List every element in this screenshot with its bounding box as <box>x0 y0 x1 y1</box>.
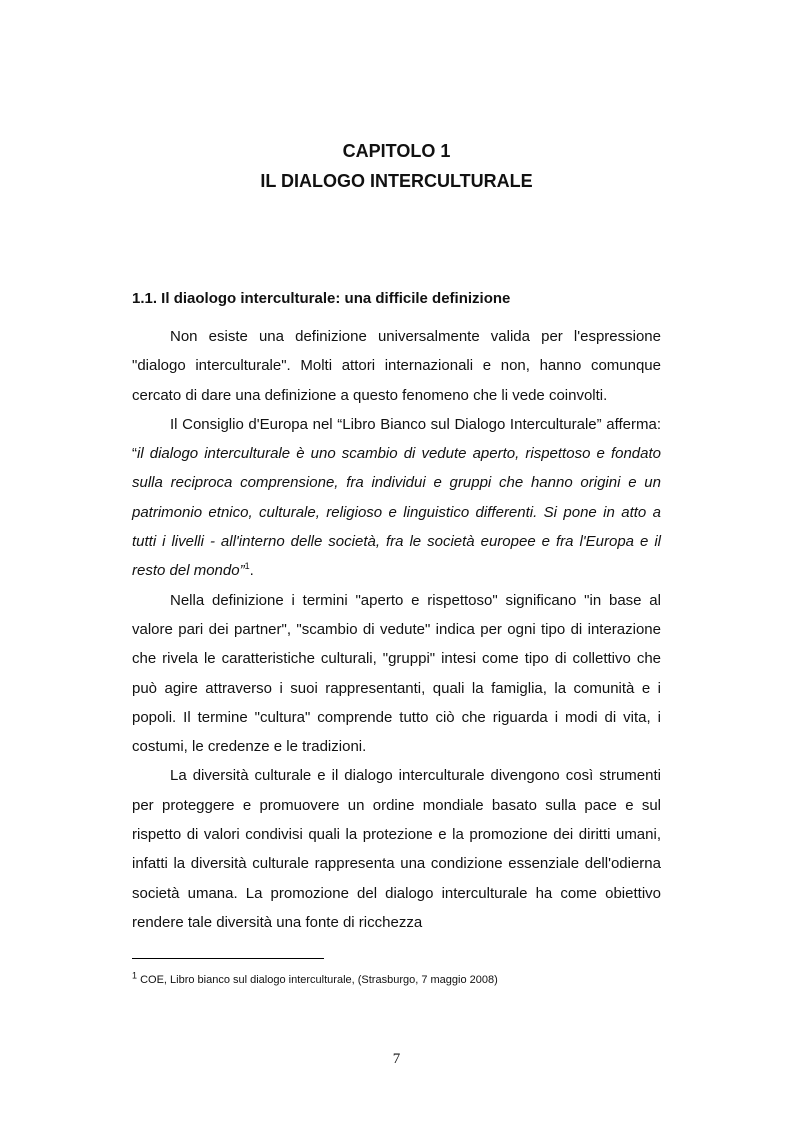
paragraph-2 <box>132 410 661 586</box>
quotation: il dialogo interculturale è uno scambio di vedute aperto, rispettoso e fondato sulla reciproca comprensione, fra individui e gruppi che hanno origini e un patrimonio etnico, culturale, religioso e linguistico differenti. Si pone in atto a tutti i livelli - all'interno delle società, fra le società europee e fra l'Europa e il resto del mondo” <box>132 445 661 580</box>
footnote <box>132 970 498 986</box>
paragraph-3: Nella definizione i termini "aperto e rispettoso" significano "in base al valore pari dei partner", "scambio di vedute" indica per ogni tipo di interazione che rivela le caratteristiche culturali, "gruppi" intesi come tipo di collettivo che può agire attraverso i suoi rappresentanti, quali la famiglia, la comunità e i popoli. Il termine "cultura" comprende tutto ciò che riguarda i modi di vita, i costumi, le credenze e le tradizioni. <box>132 591 661 756</box>
footnote-text: COE, Libro bianco sul dialogo interculturale, (Strasburgo, 7 maggio 2008) <box>137 974 498 986</box>
chapter-title: IL DIALOGO INTERCULTURALE <box>260 171 533 191</box>
paragraph-4: La diversità culturale e il dialogo interculturale divengono così strumenti per proteggere e promuovere un ordine mondiale basato sulla pace e sul rispetto di valori condivisi quali la protezione e la promozione dei diritti umani, infatti la diversità culturale rappresenta una condizione essenziale dell'odierna società umana. La promozione del dialogo interculturale ha come obiettivo rendere tale diversità una fonte di ricchezza <box>132 767 661 931</box>
paragraph-2-end: . <box>249 562 254 580</box>
section-heading: 1.1. Il diaologo interculturale: una difficile definizione <box>132 290 511 307</box>
footnote-number: 1 <box>132 970 138 981</box>
page-number: 7 <box>392 1051 401 1067</box>
paragraph-1: Non esiste una definizione universalmente valida per l'espressione "dialogo interculturale". Molti attori internazionali e non, hanno comunque cercato di dare una definizione a questo fenomeno che li vede coinvolti. <box>132 328 661 404</box>
paragraph-2-intro: Il Consiglio d'Europa nel “Libro Bianco sul Dialogo Interculturale” afferma: “ <box>132 415 661 463</box>
body-text <box>132 322 661 937</box>
footnote-reference[interactable]: 1 <box>244 561 250 572</box>
footnote-separator <box>132 958 324 959</box>
chapter-label: CAPITOLO 1 <box>342 141 451 161</box>
